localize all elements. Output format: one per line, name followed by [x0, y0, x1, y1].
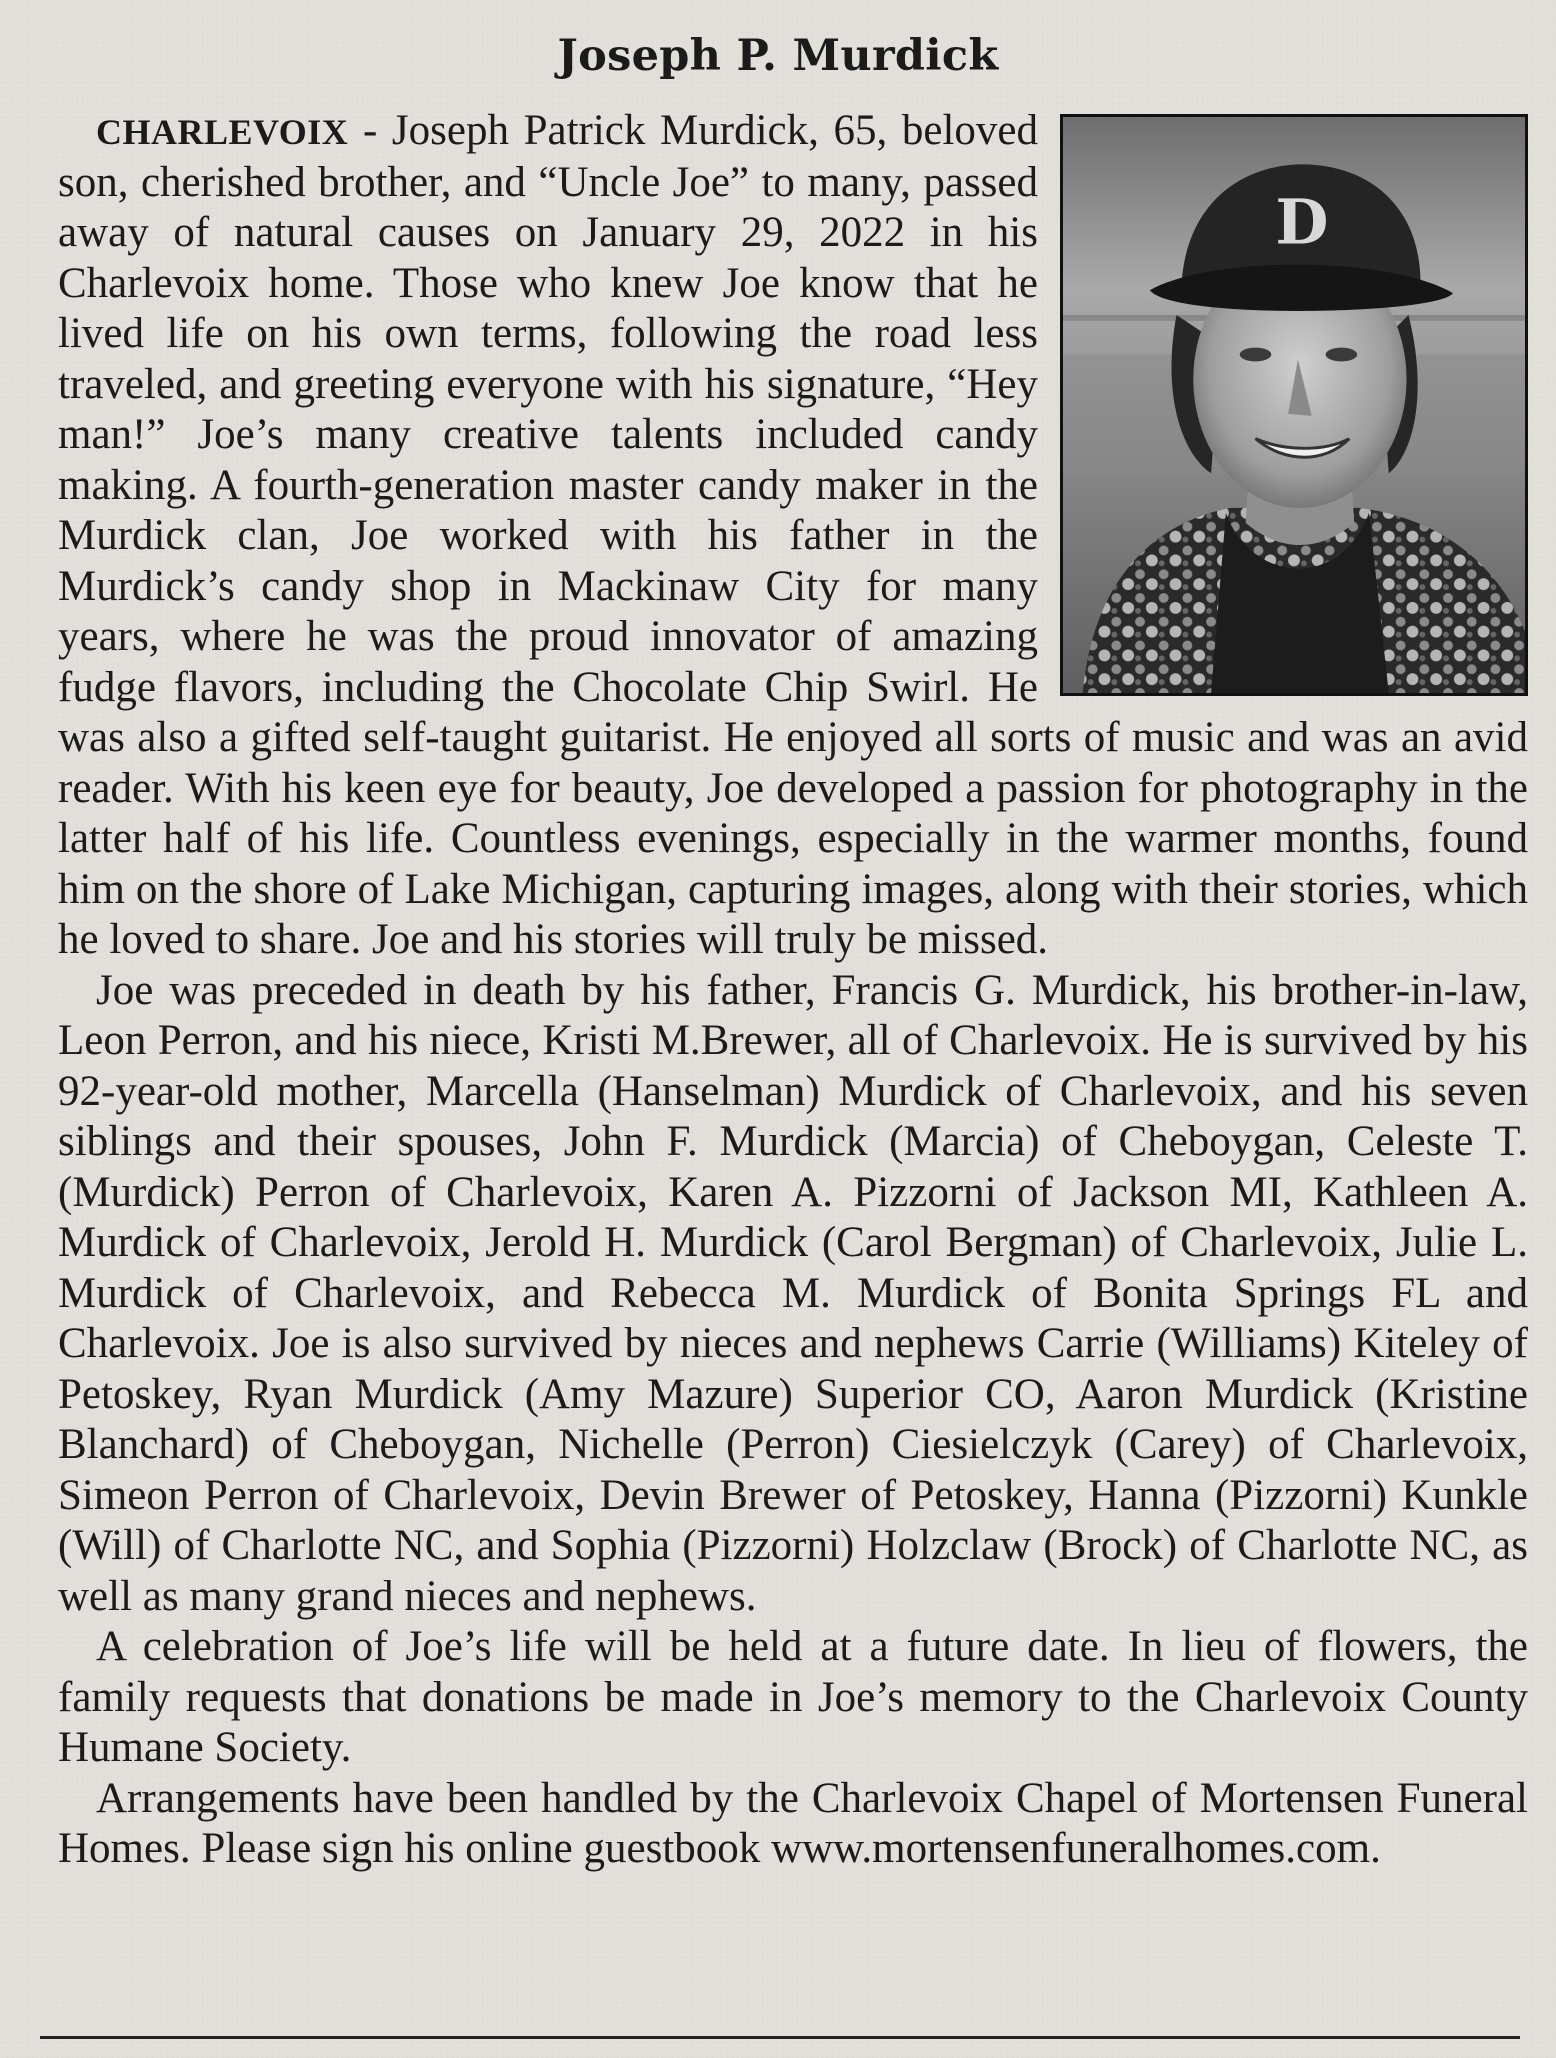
- paragraph-2: Joe was preceded in death by his father, Francis G. Murdick, his brother-in-law, Leon Perron, and his niece, Kristi M.Brewer, all of Charlevoix. He is survived by his 92-year-old mother, Marcella (Hanselman) Murdick of Charlevoix, and his seven siblings and their spouses, John F. Murdick (Marcia) of Cheboygan, Celeste T. (Murdick) Perron of Charlevoix, Karen A. Pizzorni of Jackson MI, Kathleen A. Murdick of Charlevoix, Jerold H. Murdick (Carol Bergman) of Charlevoix, Julie L. Murdick of Charlevoix, and Rebecca M. Murdick of Bonita Springs FL and Charlevoix. Joe is also survived by nieces and nephews Carrie (Williams) Kiteley of Petoskey, Ryan Murdick (Amy Mazure) Superior CO, Aaron Murdick (Kristine Blanchard) of Cheboygan, Nichelle (Perron) Ciesielczyk (Carey) of Charlevoix, Simeon Perron of Charlevoix, Devin Brewer of Petoskey, Hanna (Pizzorni) Kunkle (Will) of Charlotte NC, and Sophia (Pizzorni) Holzclaw (Brock) of Charlotte NC, as well as many grand nieces and nephews.: [58, 966, 1528, 1620]
- paragraph-1-text: - Joseph Patrick Murdick, 65, beloved son, cherished brother, and “Uncle Joe” to many, passed away of natural causes on January 29, 2022 in his Charlevoix home. Those who knew Joe know that he lived life on his own terms, following the road less traveled, and greeting everyone with his signature, “Hey man!” Joe’s many creative talents included candy making. A fourth-generation master candy maker in the Murdick clan, Joe worked with his father in the Murdick’s candy shop in Mackinaw City for many years, where he was the proud innovator of amazing fudge flavors, including the Chocolate Chip Swirl. He was also a gifted self-taught guitarist. He enjoyed all sorts of music and was an avid reader. With his keen eye for beauty, Joe developed a passion for photography in the latter half of his life. Countless evenings, especially in the warmer months, found him on the shore of Lake Michigan, capturing images, along with their stories, which he loved to share. Joe and his stories will truly be missed.: [58, 107, 1528, 963]
- obituary-body: [58, 106, 1528, 1875]
- cap-logo-letter: D: [1275, 186, 1329, 259]
- obituary-headline: Joseph P. Murdick: [557, 31, 999, 81]
- paragraph-3: A celebration of Joe’s life will be held at a future date. In lieu of flowers, the family requests that donations be made in Joe’s memory to the Charlevoix County Humane Society.: [58, 1623, 1528, 1771]
- bottom-rule: [40, 2036, 1520, 2039]
- paragraph-4: Arrangements have been handled by the Charlevoix Chapel of Mortensen Funeral Homes. Please sign his online guestbook www.mortensenfuneralhomes.com.: [58, 1774, 1528, 1872]
- portrait-image: [1063, 117, 1525, 693]
- dateline: CHARLEVOIX: [96, 112, 349, 152]
- portrait-photo: [1060, 114, 1528, 696]
